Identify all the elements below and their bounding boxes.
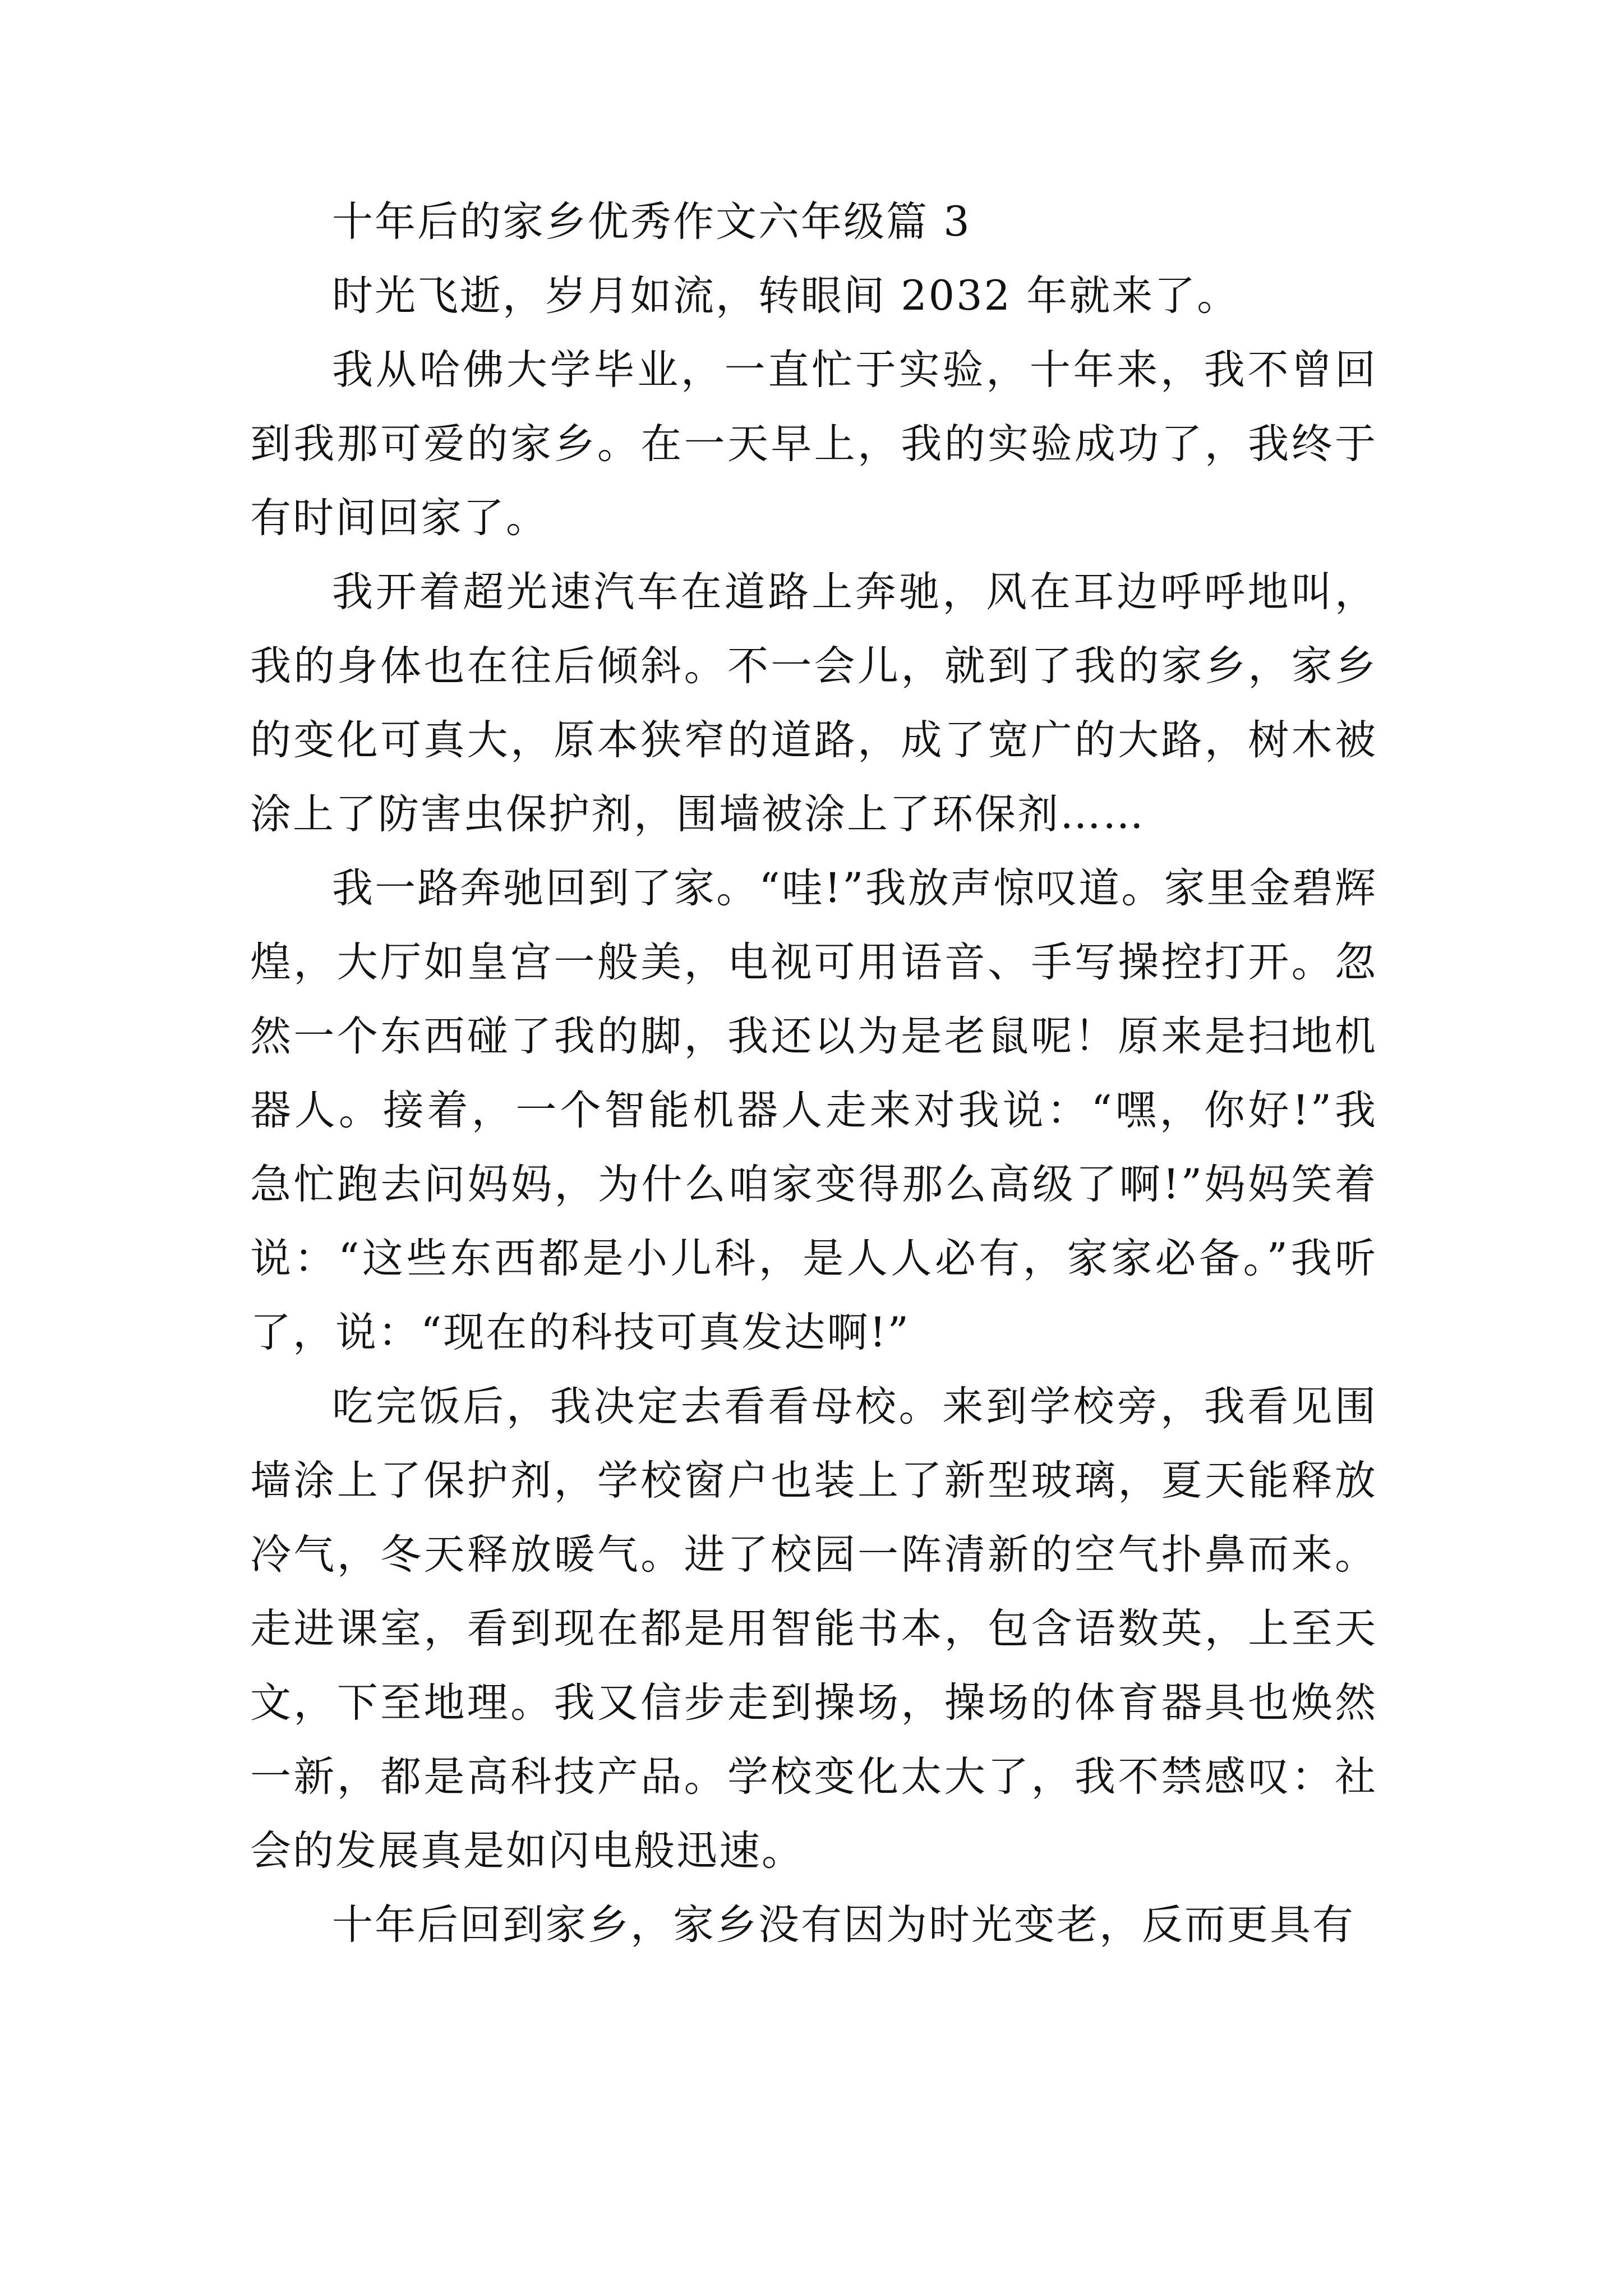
paragraph: 吃完饭后，我决定去看看母校。来到学校旁，我看见围墙涂上了保护剂，学校窗户也装上了新型玻璃，夏天能释放冷气，冬天释放暖气。进了校园一阵清新的空气扑鼻而来。走进课室，看到现在都是用智能书本，包含语数英，上至天文，下至地理。我又信步走到操场，操场的体育器具也焕然一新，都是高科技产品。学校变化太大了，我不禁感叹：社会的发展真是如闪电般迅速。 xyxy=(250,1383,1377,1875)
paragraph: 我开着超光速汽车在道路上奔驰，风在耳边呼呼地叫，我的身体也在往后倾斜。不一会儿，就到了我的家乡，家乡的变化可真大，原本狭窄的道路，成了宽广的大路，树木被涂上了防害虫保护剂，围墙被涂上了环保剂…… xyxy=(250,568,1377,838)
paragraph: 我从哈佛大学毕业，一直忙于实验，十年来，我不曾回到我那可爱的家乡。在一天早上，我的实验成功了，我终于有时间回家了。 xyxy=(250,346,1377,542)
paragraph: 我一路奔驰回到了家。“哇!”我放声惊叹道。家里金碧辉煌，大厅如皇宫一般美，电视可用语音、手写操控打开。忽然一个东西碰了我的脚，我还以为是老鼠呢！原来是扫地机器人。接着，一个智能机器人走来对我说：“嘿，你好!”我急忙跑去问妈妈，为什么咱家变得那么高级了啊!”妈妈笑着说：“这些东西都是小儿科，是人人必有，家家必备。”我听了，说：“现在的科技可真发达啊!” xyxy=(250,864,1377,1356)
paragraph: 十年后回到家乡，家乡没有因为时光变老，反而更具有 xyxy=(332,1901,1355,1949)
paragraph: 时光飞逝，岁月如流，转眼间 2032 年就来了。 xyxy=(332,272,1240,320)
document-title: 十年后的家乡优秀作文六年级篇 3 xyxy=(332,198,971,246)
document-body xyxy=(250,185,1377,1962)
